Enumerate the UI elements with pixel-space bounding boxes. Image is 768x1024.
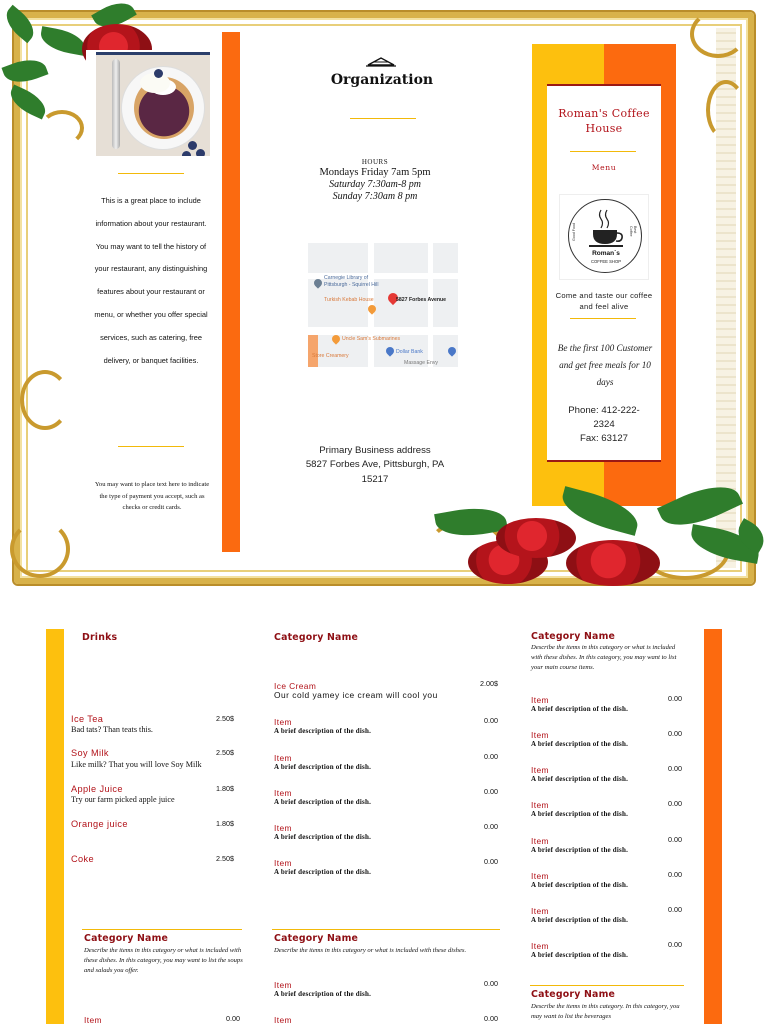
category-desc: Describe the items in this category. In this category, you may want to list the beverages [531, 1003, 680, 1020]
blueberry [182, 151, 191, 156]
restaurant-info-text: This is a great place to include information about your restaurant. You may want to tell the history of your restaurant, any distinguishing features about your restaurant or menu, or whether you offer special services, such as catering, free delivery, or banquet facilities. [94, 196, 208, 365]
coffee-shop-logo [559, 194, 649, 280]
brochure-inside-page [0, 600, 768, 1024]
item-price: 0.00 [484, 1014, 498, 1023]
item-name: Item [531, 765, 549, 775]
item-name: Item [531, 941, 549, 951]
item-desc: A brief description of the dish. [274, 798, 372, 806]
item-price: 0.00 [484, 787, 498, 796]
orange-stripe [704, 629, 722, 1024]
item-price: 0.00 [668, 870, 682, 879]
item-desc: A brief description of the dish. [531, 705, 629, 713]
category-title: Category Name [274, 632, 359, 643]
orange-stripe [222, 32, 240, 552]
item-price: 0.00 [484, 857, 498, 866]
item-price: 0.00 [668, 799, 682, 808]
item-price: 0.00 [668, 835, 682, 844]
item-desc: A brief description of the dish. [274, 833, 372, 841]
category-desc: Describe the items in this category or what is included with these dishes. In this category, you may want to list the soups and salads you offer. [84, 947, 243, 974]
item-name: Item [531, 695, 549, 705]
organization-title: Organization [330, 72, 434, 88]
phone-line1: Phone: 412-222- [568, 405, 640, 416]
category-desc: Describe the items in this category or what is included with these dishes. [274, 947, 467, 954]
item-price: 0.00 [484, 752, 498, 761]
payment-note: You may want to place text here to indicate the type of payment you accept, such as checks or credit cards. [94, 481, 210, 512]
item-name: Item [274, 858, 292, 868]
red-rose [496, 518, 576, 558]
item-price: 0.00 [484, 716, 498, 725]
item-desc: A brief description of the dish. [274, 868, 372, 876]
drink-price: 1.80$ [216, 784, 234, 793]
address-line1: 5827 Forbes Ave, Pittsburgh, PA [305, 459, 445, 471]
coffee-cup-icon [589, 208, 623, 248]
massage-pin-icon [446, 345, 457, 356]
hours-label: HOURS [361, 158, 389, 166]
drink-name: Soy Milk [71, 748, 109, 758]
restaurant-name [548, 106, 660, 136]
map-label-subs: Uncle Sam's Submarines [342, 336, 401, 342]
subs-pin-icon [330, 333, 341, 344]
hours-sunday: Sunday 7:30am 8 pm [332, 191, 418, 202]
item-name: Item [274, 788, 292, 798]
map-label-massage: Massage Envy [404, 360, 439, 366]
item-desc: A brief description of the dish. [531, 740, 629, 748]
drink-desc: Bad tats? Than teats this. [71, 725, 153, 734]
gold-swirl-ornament [10, 520, 70, 578]
item-name: Item [84, 1015, 102, 1024]
restaurant-name-line1: Roman's Coffee [558, 107, 650, 120]
bank-pin-icon [384, 345, 395, 356]
contact-info [552, 404, 656, 447]
yellow-divider [82, 929, 242, 930]
library-pin-icon [312, 277, 323, 288]
hours-weekday: Mondays Friday 7am 5pm [319, 167, 431, 178]
drink-price: 2.50$ [216, 748, 234, 757]
drink-name: Ice Tea [71, 714, 104, 724]
yellow-stripe [46, 629, 64, 1024]
logo-name: Roman`s [592, 250, 620, 257]
drink-price: 2.50$ [216, 714, 234, 723]
spoon [112, 59, 120, 149]
item-name: Item [531, 800, 549, 810]
yellow-divider [570, 318, 636, 319]
map-label-kebab: Turkish Kebab House [324, 297, 374, 303]
item-name: Item [531, 906, 549, 916]
menu-label: Menu [591, 163, 617, 172]
item-desc: A brief description of the dish. [274, 763, 372, 771]
yellow-divider [118, 173, 184, 174]
hours-block [300, 158, 450, 202]
drink-name: Orange juice [71, 819, 128, 829]
logo-left-text: Good Food [571, 223, 576, 241]
promo-text: Be the first 100 Customer and get free meals for 10 days [557, 343, 653, 387]
business-address [300, 444, 450, 487]
item-price: 0.00 [668, 940, 682, 949]
yellow-divider [118, 446, 184, 447]
map-label-library: Carnegie Library of Pittsburgh - Squirrel Hill [324, 275, 379, 288]
item-desc: A brief description of the dish. [531, 810, 629, 818]
item-price: 0.00 [484, 822, 498, 831]
tagline: Come and taste our coffee and feel alive [555, 291, 653, 311]
yellow-divider [350, 118, 416, 119]
blueberry [196, 149, 205, 156]
item-name: Item [531, 871, 549, 881]
yellow-divider [530, 985, 684, 986]
item-name: Ice Cream [274, 681, 317, 691]
yellow-divider [570, 151, 636, 152]
fax: Fax: 63127 [579, 433, 628, 445]
location-map[interactable] [308, 243, 458, 367]
address-line2: 15217 [361, 473, 389, 485]
dessert-photo [96, 52, 210, 156]
drink-name: Coke [71, 854, 95, 864]
restaurant-name-line2: House [585, 122, 623, 135]
blueberry [154, 69, 163, 78]
map-label-store: Store Creamery [312, 353, 349, 359]
map-label-bank: Dollar Bank [396, 349, 423, 355]
item-price: 0.00 [484, 979, 498, 988]
item-desc: A brief description of the dish. [531, 846, 629, 854]
organization-logo-icon [364, 57, 398, 67]
drinks-title: Drinks [82, 632, 118, 643]
logo-right-text: Best Coffee [629, 226, 637, 237]
item-desc: A brief description of the dish. [274, 727, 372, 735]
item-price: 0.00 [668, 694, 682, 703]
gold-swirl-ornament [706, 80, 746, 140]
category-title: Category Name [531, 631, 616, 642]
item-name: Item [274, 753, 292, 763]
category-title: Category Name [274, 933, 359, 944]
item-price: 0.00 [668, 729, 682, 738]
item-price: 2.00$ [480, 679, 498, 688]
logo-circle [568, 199, 642, 273]
item-name: Item [274, 823, 292, 833]
item-name: Item [274, 717, 292, 727]
yellow-divider [272, 929, 500, 930]
hours-saturday: Saturday 7:30am-8 pm [329, 179, 421, 190]
item-desc: A brief description of the dish. [531, 775, 629, 783]
item-desc: A brief description of the dish. [531, 881, 629, 889]
item-desc: A brief description of the dish. [531, 951, 629, 959]
drink-desc: Like milk? That you will love Soy Milk [71, 760, 202, 769]
item-price: 0.00 [668, 905, 682, 914]
item-name: Item [531, 730, 549, 740]
address-label: Primary Business address [319, 445, 431, 456]
map-label-address: 5827 Forbes Avenue [396, 297, 447, 303]
blueberry [188, 141, 197, 150]
item-name: Item [274, 980, 292, 990]
item-name: Item [274, 1015, 292, 1024]
item-name: Item [531, 836, 549, 846]
item-price: 0.00 [226, 1014, 240, 1023]
logo-subtitle: COFFEE SHOP [590, 259, 621, 264]
gold-swirl-ornament [20, 370, 70, 430]
category-desc: Describe the items in this category or what is included with these dishes. In this category, you may want to list your main course items. [531, 644, 677, 671]
item-desc: A brief description of the dish. [274, 990, 372, 998]
drink-price: 1.80$ [216, 819, 234, 828]
red-rose [566, 540, 660, 586]
category-title: Category Name [531, 989, 616, 1000]
item-desc: A brief description of the dish. [531, 916, 629, 924]
drink-name: Apple Juice [71, 784, 123, 794]
drink-desc: Try our farm picked apple juice [71, 795, 175, 804]
gold-swirl-ornament [40, 110, 84, 146]
gold-swirl-ornament [690, 10, 746, 58]
phone-line2: 2324 [593, 419, 615, 431]
item-price: 0.00 [668, 764, 682, 773]
item-desc: Our cold yamey ice cream will cool you [274, 690, 438, 700]
category-title: Category Name [84, 933, 169, 944]
drink-price: 2.50$ [216, 854, 234, 863]
